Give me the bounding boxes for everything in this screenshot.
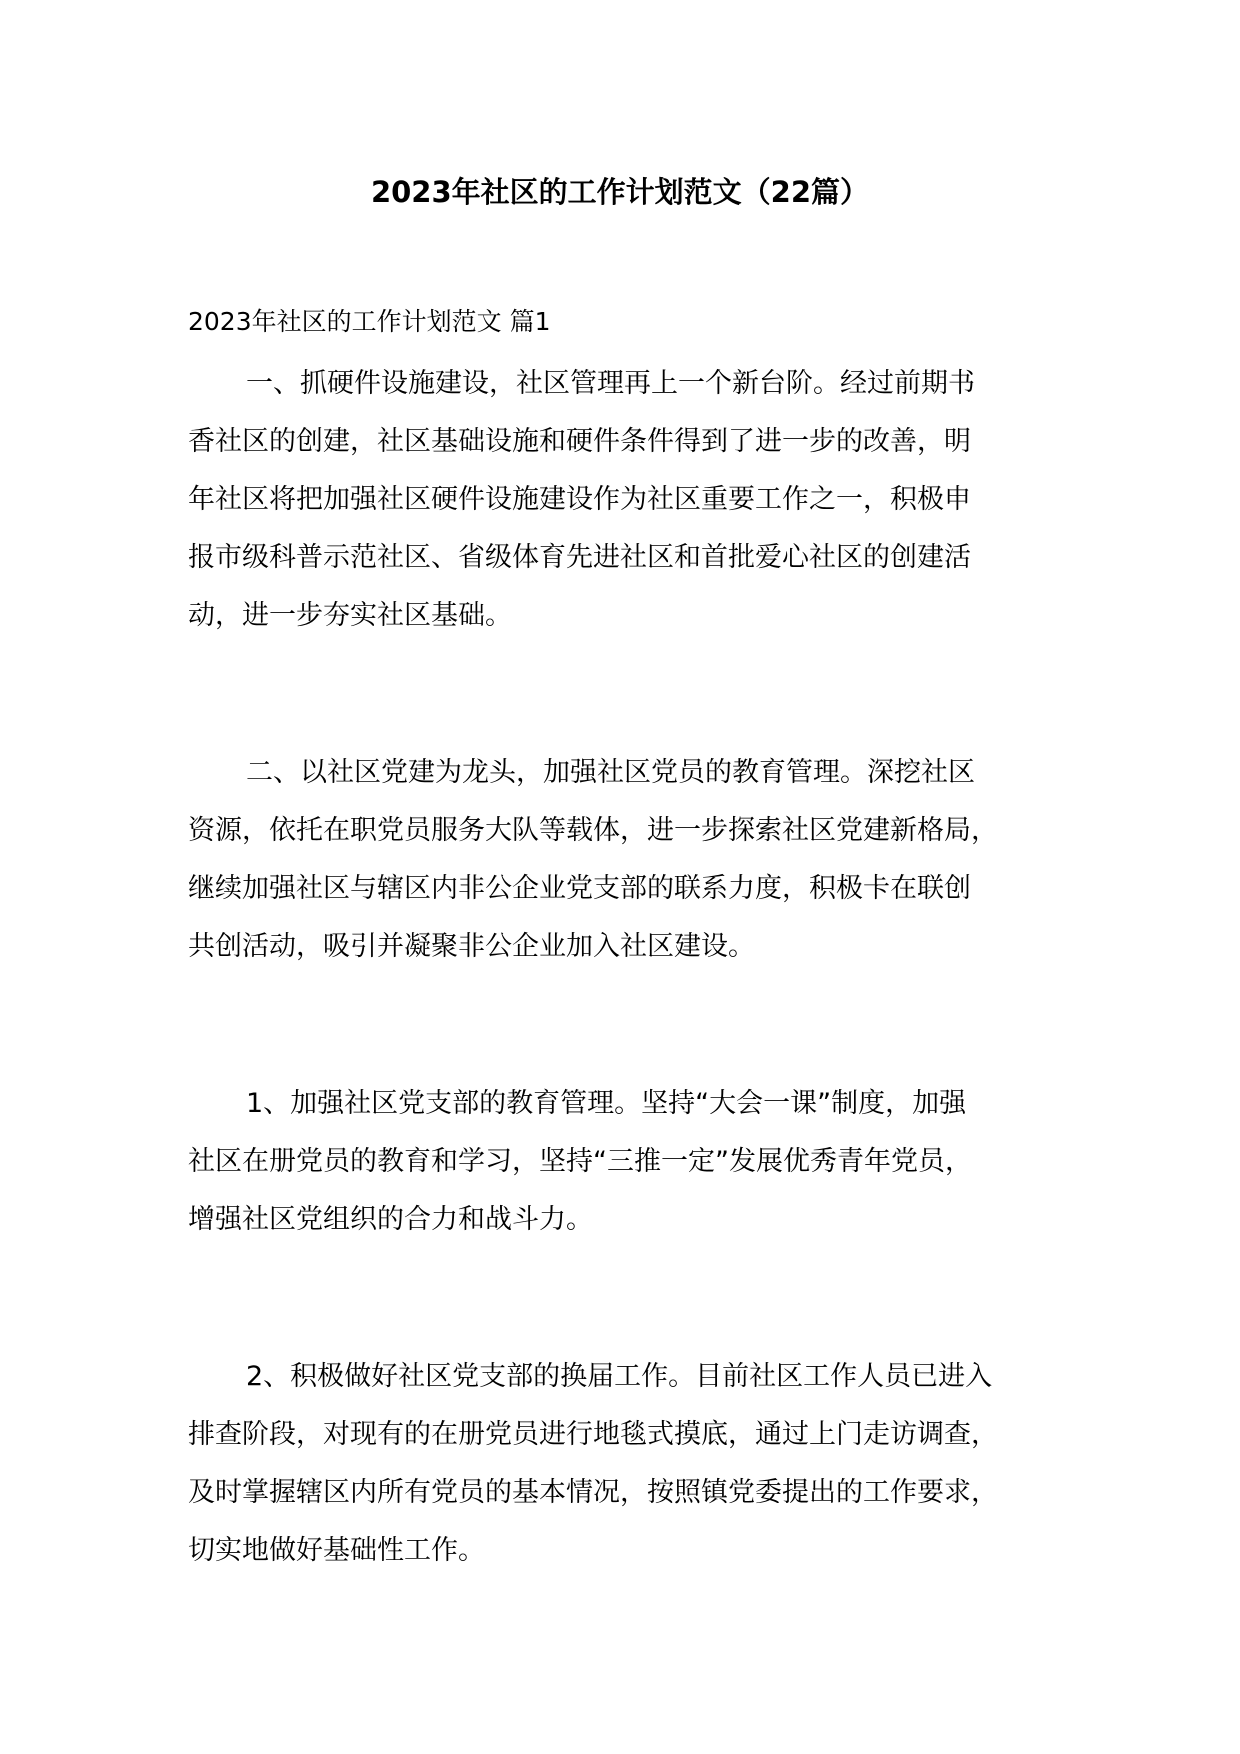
paragraph-line: 继续加强社区与辖区内非公企业党支部的联系力度，积极卡在联创	[188, 873, 971, 904]
paragraph-line: 1、加强社区党支部的教育管理。坚持“大会一课”制度，加强	[246, 1088, 967, 1119]
paragraph-line: 社区在册党员的教育和学习，坚持“三推一定”发展优秀青年党员，	[188, 1146, 972, 1177]
paragraph-line: 动，进一步夯实社区基础。	[188, 600, 512, 631]
paragraph-line: 报市级科普示范社区、省级体育先进社区和首批爱心社区的创建活	[188, 542, 971, 573]
paragraph-line: 共创活动，吸引并凝聚非公企业加入社区建设。	[188, 931, 755, 962]
paragraph-line: 及时掌握辖区内所有党员的基本情况，按照镇党委提出的工作要求，	[188, 1477, 998, 1508]
paragraph-line: 切实地做好基础性工作。	[188, 1535, 485, 1566]
paragraph-line: 年社区将把加强社区硬件设施建设作为社区重要工作之一，积极申	[188, 484, 971, 515]
paragraph-line: 二、以社区党建为龙头，加强社区党员的教育管理。深挖社区	[246, 757, 975, 788]
document-title: 2023年社区的工作计划范文（22篇）	[370, 175, 870, 209]
paragraph-line: 排查阶段，对现有的在册党员进行地毯式摸底，通过上门走访调查，	[188, 1419, 998, 1450]
paragraph-line: 增强社区党组织的合力和战斗力。	[188, 1204, 593, 1235]
section-heading: 2023年社区的工作计划范文 篇1	[188, 307, 551, 336]
paragraph-line: 2、积极做好社区党支部的换届工作。目前社区工作人员已进入	[246, 1361, 993, 1392]
paragraph-line: 资源，依托在职党员服务大队等载体，进一步探索社区党建新格局，	[188, 815, 998, 846]
paragraph-line: 香社区的创建，社区基础设施和硬件条件得到了进一步的改善，明	[188, 426, 971, 457]
paragraph-line: 一、抓硬件设施建设，社区管理再上一个新台阶。经过前期书	[246, 368, 975, 399]
